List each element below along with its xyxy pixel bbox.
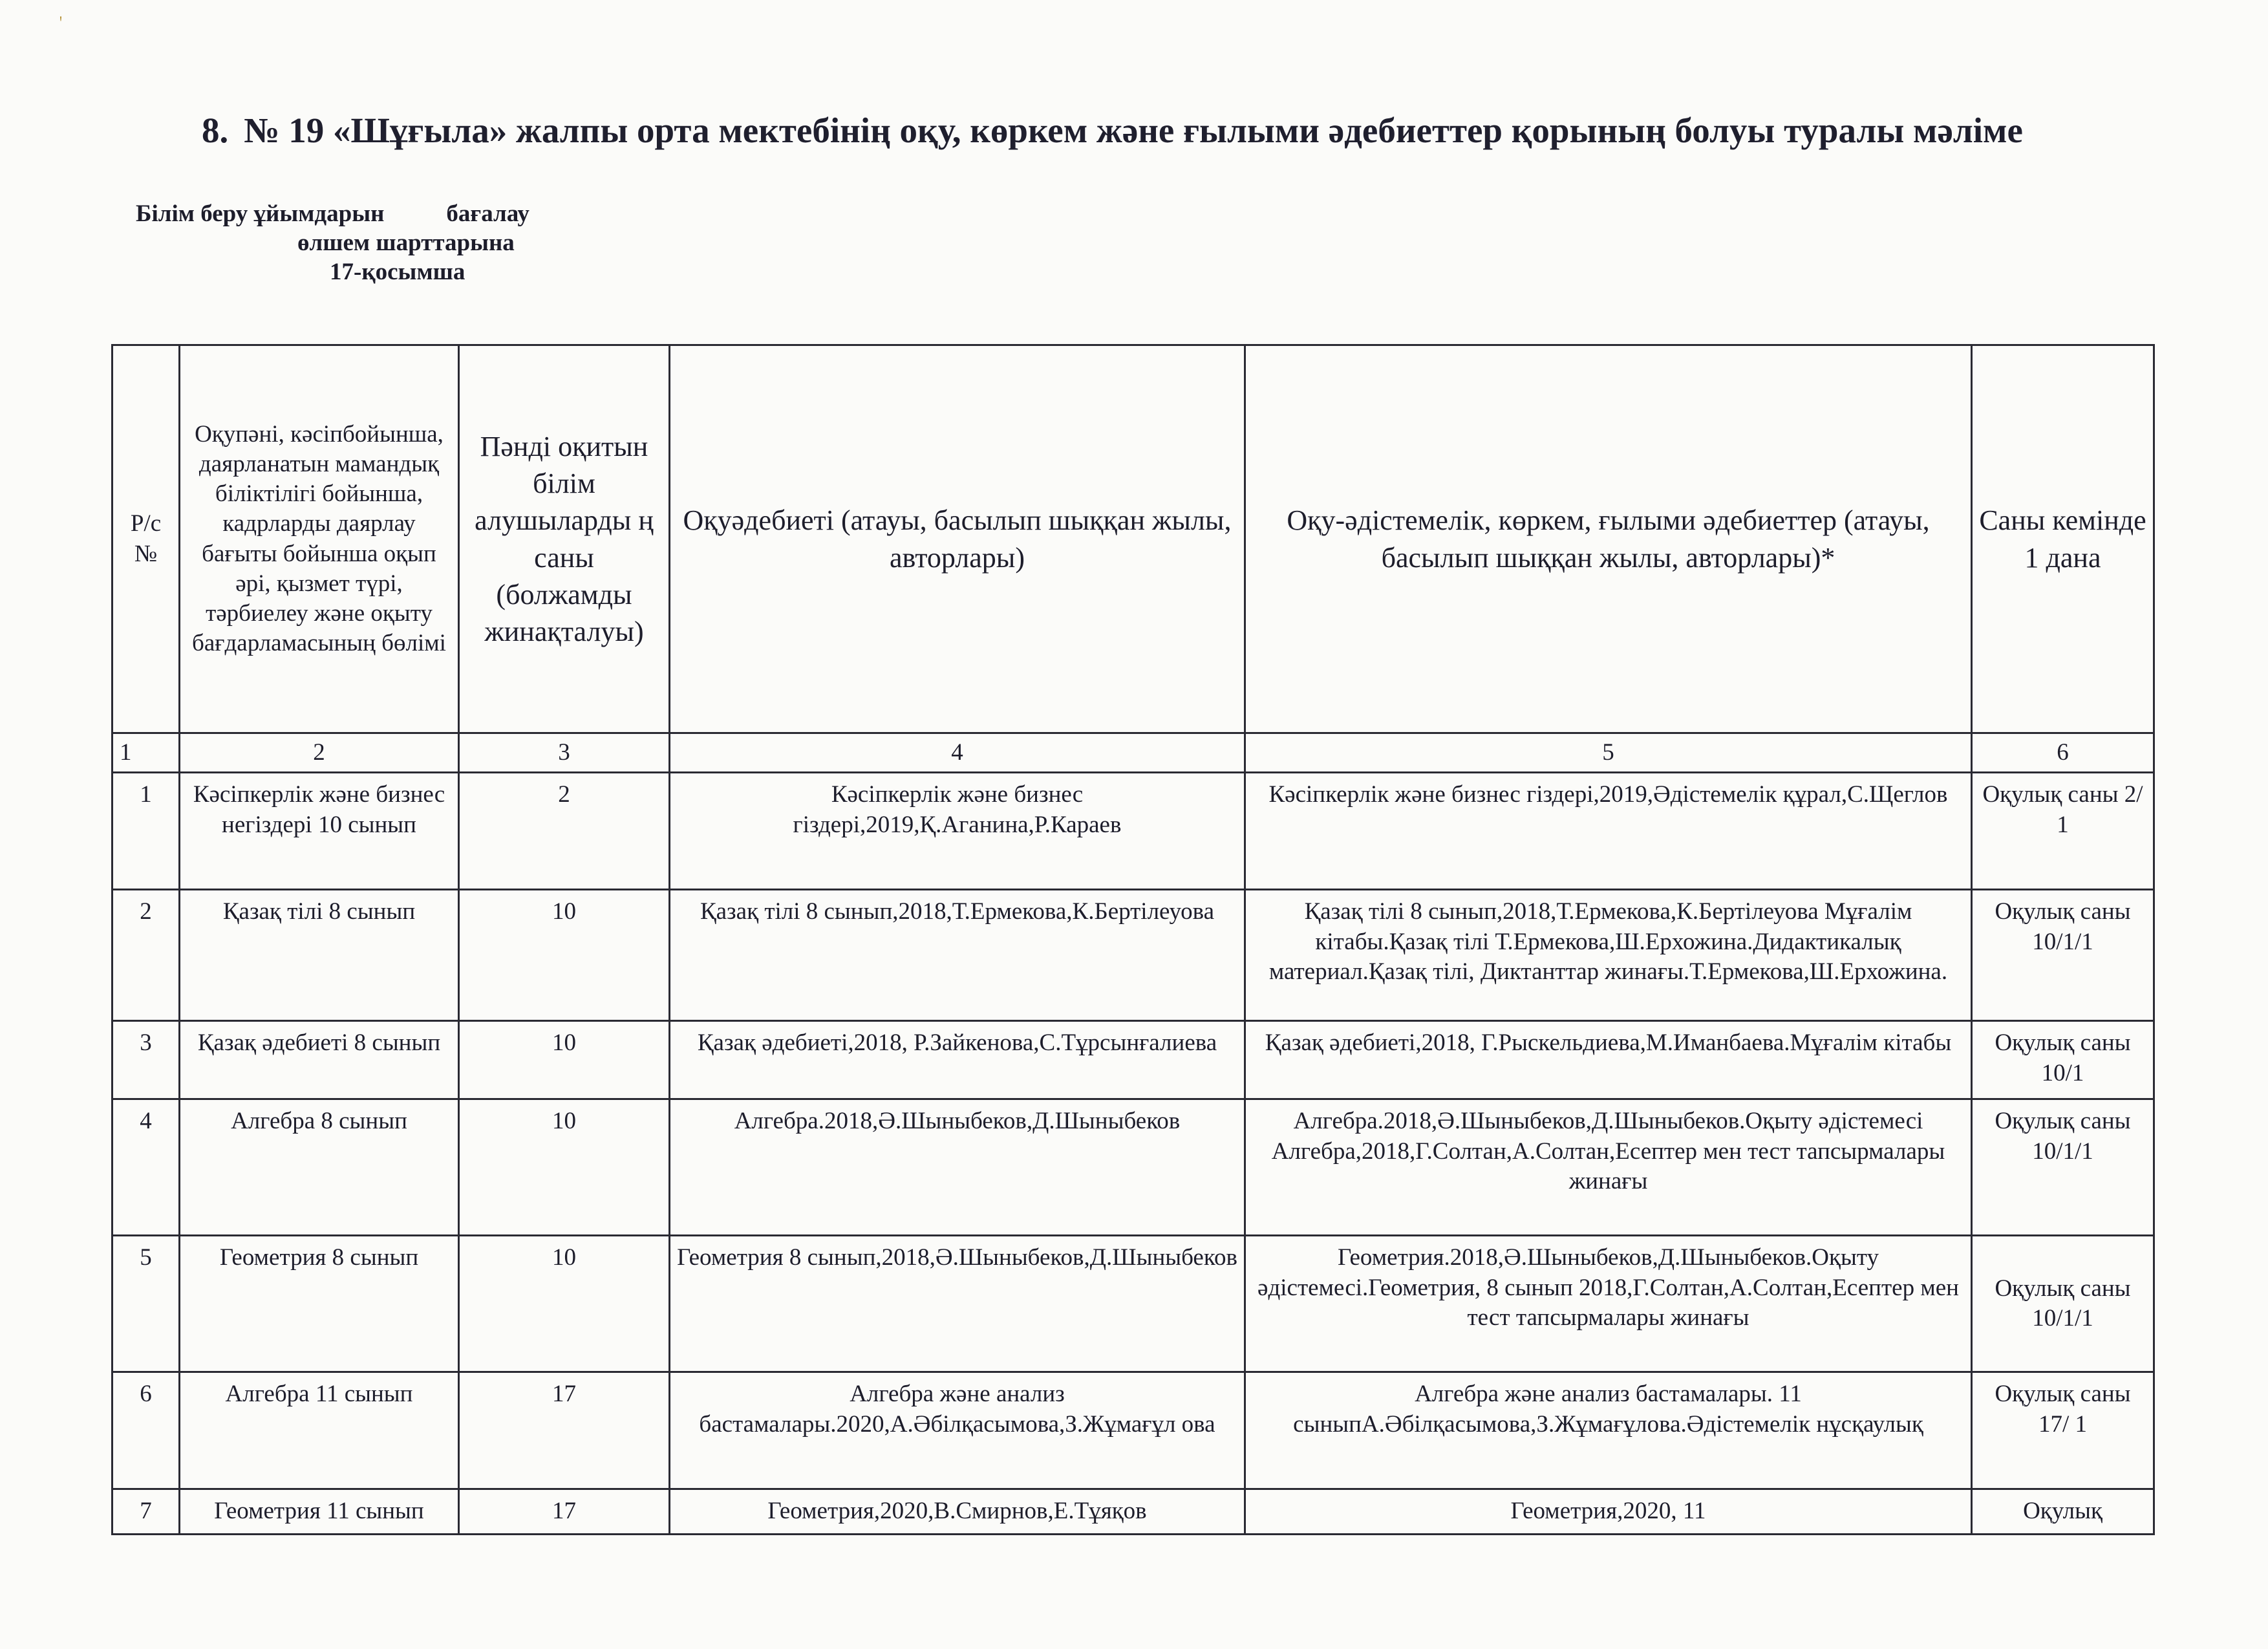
row-count: Оқулық саны 10/1/1 — [1972, 890, 2154, 1021]
row-textbook: Алгебра және анализ бастамалары.2020,А.Әбілқасымова,З.Жұмағұл ова — [670, 1372, 1245, 1489]
row-students: 10 — [459, 1236, 670, 1372]
row-textbook: Алгебра.2018,Ә.Шыныбеков,Д.Шыныбеков — [670, 1099, 1245, 1236]
annex-line-1-left: Білім беру ұйымдарын — [136, 200, 385, 227]
column-number: 2 — [180, 733, 459, 773]
row-textbook: Қазақ әдебиеті,2018, Р.Зайкенова,С.Тұрсынғалиева — [670, 1021, 1245, 1099]
row-textbook: Геометрия,2020,В.Смирнов,Е.Тұяқов — [670, 1489, 1245, 1534]
page-title — [202, 110, 2167, 151]
table-row — [112, 890, 2154, 1021]
header-row — [112, 345, 2154, 733]
row-methodical: Геометрия.2018,Ә.Шыныбеков,Д.Шыныбеков.Оқыту әдістемесі.Геометрия, 8 сынып 2018,Г.Солтан,А.Солтан,Есептер мен тест тапсырмалары жинағы — [1245, 1236, 1972, 1372]
row-textbook: Қазақ тілі 8 сынып,2018,Т.Ермекова,К.Бертілеуова — [670, 890, 1245, 1021]
header-cell-subject: Оқупәні, кәсіпбойынша, даярланатын мамандық біліктілігі бойынша, кадрларды даярлау бағыты бойынша оқып әрі, қызмет түрі, тәрбиелеу және оқыту бағдарламасының бөлімі — [180, 345, 459, 733]
row-subject: Алгебра 11 сынып — [180, 1372, 459, 1489]
row-subject: Геометрия 8 сынып — [180, 1236, 459, 1372]
row-number: 3 — [112, 1021, 180, 1099]
table-row — [112, 1489, 2154, 1534]
column-number: 4 — [670, 733, 1245, 773]
annex-line-2: өлшем шарттарына — [297, 230, 515, 257]
row-number: 1 — [112, 773, 180, 890]
row-count: Оқулық саны 10/1/1 — [1972, 1236, 2154, 1372]
row-methodical: Кәсіпкерлік және бизнес гіздері,2019,Әдістемелік құрал,С.Щеглов — [1245, 773, 1972, 890]
row-methodical: Геометрия,2020, 11 — [1245, 1489, 1972, 1534]
column-number-row — [112, 733, 2154, 773]
row-students: 2 — [459, 773, 670, 890]
table-row — [112, 1236, 2154, 1372]
row-textbook: Геометрия 8 сынып,2018,Ә.Шыныбеков,Д.Шыныбеков — [670, 1236, 1245, 1372]
row-textbook: Кәсіпкерлік және бизнес гіздері,2019,Қ.Аганина,Р.Караев — [670, 773, 1245, 890]
table-row — [112, 1372, 2154, 1489]
corner-mark: ꞌ — [59, 13, 62, 29]
row-methodical: Қазақ әдебиеті,2018, Г.Рыскельдиева,М.Иманбаева.Мұғалім кітабы — [1245, 1021, 1972, 1099]
row-students: 10 — [459, 1099, 670, 1236]
title-number: 8. — [202, 111, 229, 150]
row-students: 17 — [459, 1489, 670, 1534]
row-number: 6 — [112, 1372, 180, 1489]
table-row — [112, 773, 2154, 890]
header-cell-count: Саны кемінде 1 дана — [1972, 345, 2154, 733]
title-text: № 19 «Шұғыла» жалпы орта мектебінің оқу, көркем және ғылыми әдебиеттер қорының болуы туралы мәліме — [244, 111, 2023, 150]
row-methodical: Қазақ тілі 8 сынып,2018,Т.Ермекова,К.Бертілеуова Мұғалім кітабы.Қазақ тілі Т.Ермекова,Ш.Ерхожина.Дидактикалық материал.Қазақ тілі, Диктанттар жинағы.Т.Ермекова,Ш.Ерхожина. — [1245, 890, 1972, 1021]
row-students: 17 — [459, 1372, 670, 1489]
row-number: 4 — [112, 1099, 180, 1236]
row-subject: Геометрия 11 сынып — [180, 1489, 459, 1534]
row-subject: Қазақ әдебиеті 8 сынып — [180, 1021, 459, 1099]
row-count: Оқулық саны 10/1/1 — [1972, 1099, 2154, 1236]
row-count: Оқулық саны 17/ 1 — [1972, 1372, 2154, 1489]
row-methodical: Алгебра және анализ бастамалары. 11 сыныпА.Әбілқасымова,З.Жұмағұлова.Әдістемелік нұсқаулық — [1245, 1372, 1972, 1489]
column-number: 6 — [1972, 733, 2154, 773]
column-number: 3 — [459, 733, 670, 773]
table-row — [112, 1099, 2154, 1236]
row-subject: Алгебра 8 сынып — [180, 1099, 459, 1236]
column-number: 1 — [112, 733, 180, 773]
row-methodical: Алгебра.2018,Ә.Шыныбеков,Д.Шыныбеков.Оқыту әдістемесі Алгебра,2018,Г.Солтан,А.Солтан,Есептер мен тест тапсырмалары жинағы — [1245, 1099, 1972, 1236]
literature-table — [111, 344, 2155, 1535]
header-cell-no: Р/с № — [112, 345, 180, 733]
row-number: 7 — [112, 1489, 180, 1534]
row-number: 5 — [112, 1236, 180, 1372]
annex-line-1-right: бағалау — [446, 200, 530, 227]
row-count: Оқулық саны 10/1 — [1972, 1021, 2154, 1099]
row-count: Оқулық саны 2/ 1 — [1972, 773, 2154, 890]
row-subject: Қазақ тілі 8 сынып — [180, 890, 459, 1021]
row-students: 10 — [459, 890, 670, 1021]
annex-line-1 — [136, 199, 530, 228]
row-subject: Кәсіпкерлік және бизнес негіздері 10 сынып — [180, 773, 459, 890]
row-number: 2 — [112, 890, 180, 1021]
column-number: 5 — [1245, 733, 1972, 773]
row-count: Оқулық — [1972, 1489, 2154, 1534]
header-cell-methodical: Оқу-әдістемелік, көркем, ғылыми әдебиеттер (атауы, басылып шыққан жылы, авторлары)* — [1245, 345, 1972, 733]
row-students: 10 — [459, 1021, 670, 1099]
table-row — [112, 1021, 2154, 1099]
header-cell-textbook: Оқуәдебиеті (атауы, басылып шыққан жылы, авторлары) — [670, 345, 1245, 733]
annex-note — [136, 199, 530, 286]
header-cell-students: Пәнді оқитын білім алушыларды ң саны (болжамды жинақталуы) — [459, 345, 670, 733]
annex-line-3: 17-қосымша — [330, 259, 465, 286]
